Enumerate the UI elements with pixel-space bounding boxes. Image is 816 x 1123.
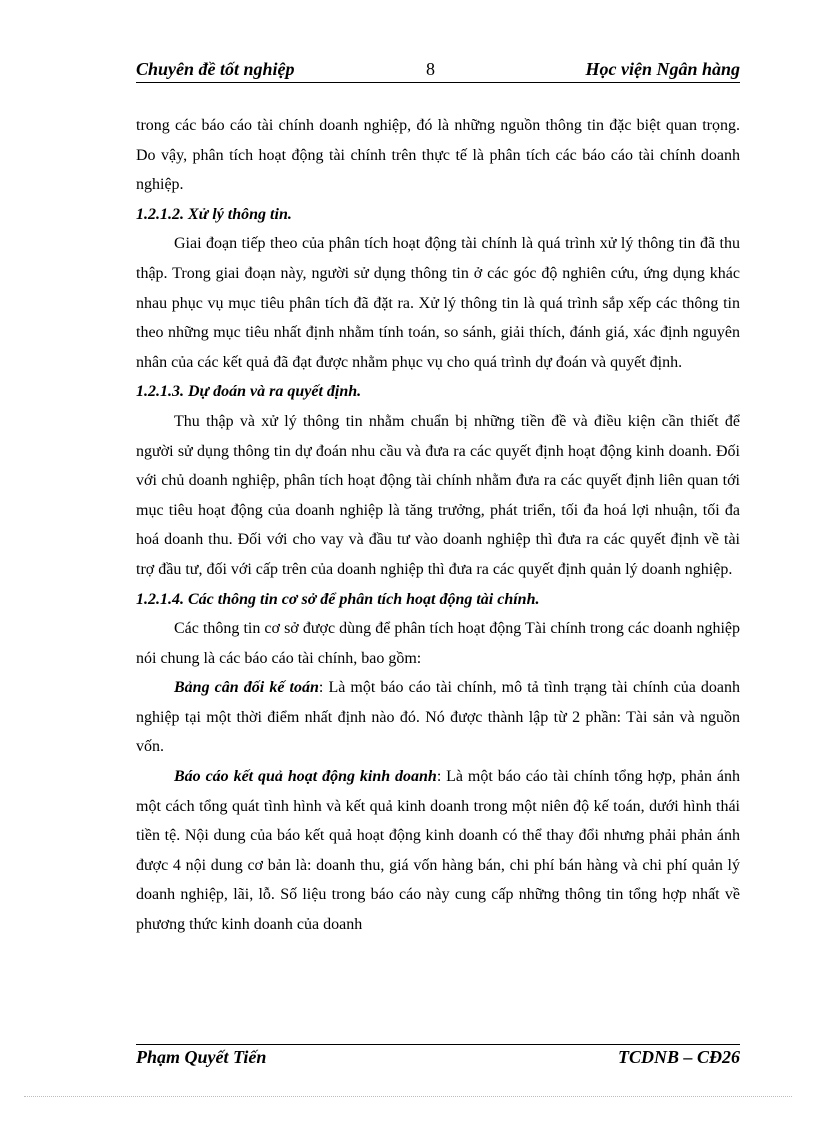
paragraph-continued: trong các báo cáo tài chính doanh nghiệp, đó là những nguồn thông tin đặc biệt quan trọng. Do vậy, phân tích hoạt động tài chính trên thực tế là phân tích các báo cáo tài chính doanh nghiệp. (136, 117, 740, 194)
paragraph-information-processing: Giai đoạn tiếp theo của phân tích hoạt động tài chính là quá trình xử lý thông tin đã thu thập. Trong giai đoạn này, người sử dụng thông tin ở các góc độ nghiên cứu, ứng dụng khác nhau phục vụ mục tiêu phân tích đã đặt ra. Xử lý thông tin là quá trình sắp xếp các thông tin theo những mục tiêu nhất định nhằm tính toán, so sánh, giải thích, đánh giá, xác định nguyên nhân của các kết quả đã đạt được nhằm phục vụ cho quá trình dự đoán và quyết định. (136, 235, 740, 371)
paragraph-income-statement (136, 762, 740, 940)
income-statement-description: : Là một báo cáo tài chính tổng hợp, phản ánh một cách tổng quát tình hình và kết quả kinh doanh trong một niên độ kế toán, dưới hình thái tiền tệ. Nội dung của báo kết quả hoạt động kinh doanh có thể thay đổi nhưng phải phản ánh được 4 nội dung cơ bản là: doanh thu, giá vốn hàng bán, chi phí bán hàng và chi phí quản lý doanh nghiệp, lãi, lỗ. Số liệu trong báo cáo này cung cấp những thông tin tổng hợp nhất về phương thức kinh doanh của doanh (136, 768, 740, 934)
paragraph-balance-sheet (136, 673, 740, 762)
header-institution: Học viện Ngân hàng (585, 59, 740, 79)
page-header (136, 58, 740, 83)
paragraph-forecast-decision: Thu thập và xử lý thông tin nhằm chuẩn bị những tiền đề và điều kiện cần thiết để người sử dụng thông tin dự đoán nhu cầu và đưa ra các quyết định hoạt động kinh doanh. Đối với chủ doanh nghiệp, phân tích hoạt động tài chính nhằm đưa ra các quyết định liên quan tới mục tiêu hoạt động của doanh nghiệp là tăng trưởng, phát triển, tối đa hoá lợi nhuận, tối đa hoá doanh thu. Đối với cho vay và đầu tư vào doanh nghiệp thì đưa ra các quyết định về tài trợ đầu tư, đối với cấp trên của doanh nghiệp thì đưa ra các quyết định quản lý doanh nghiệp. (136, 412, 740, 578)
term-balance-sheet: Bảng cân đối kế toán (174, 679, 319, 697)
header-document-title: Chuyên đề tốt nghiệp (136, 59, 295, 79)
term-income-statement: Báo cáo kết quả hoạt động kinh doanh (174, 768, 437, 786)
page-body (136, 111, 740, 940)
footer-author: Phạm Quyết Tiến (136, 1047, 267, 1067)
page-footer (136, 1046, 740, 1070)
paragraph-base-information: Các thông tin cơ sở được dùng để phân tích hoạt động Tài chính trong các doanh nghiệp nói chung là các báo cáo tài chính, bao gồm: (136, 620, 740, 667)
section-heading-1-2-1-4: 1.2.1.4. Các thông tin cơ sở để phân tích hoạt động tài chính. (136, 590, 540, 608)
footer-divider (136, 1044, 740, 1045)
page-bottom-edge (24, 1096, 792, 1097)
balance-sheet-description: : Là một báo cáo tài chính, mô tả tình trạng tài chính của doanh nghiệp tại một thời điểm nhất định nào đó. Nó được thành lập từ 2 phần: Tài sản và nguồn vốn. (136, 679, 741, 756)
page-number: 8 (426, 59, 435, 79)
section-heading-1-2-1-3: 1.2.1.3. Dự đoán và ra quyết định. (136, 383, 362, 401)
footer-class-code: TCDNB – CĐ26 (617, 1047, 740, 1067)
section-heading-1-2-1-2: 1.2.1.2. Xử lý thông tin. (136, 205, 292, 223)
